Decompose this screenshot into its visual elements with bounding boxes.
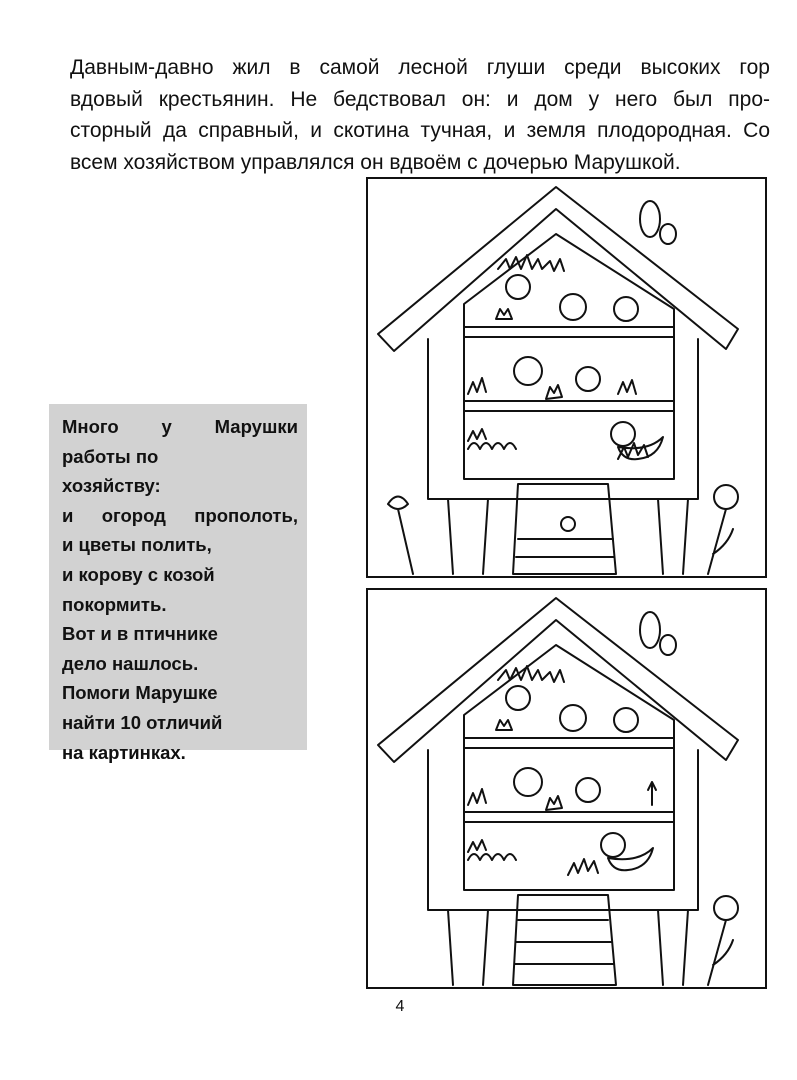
- chicken-house-illustration-top: [368, 179, 765, 576]
- intro-paragraph: [70, 52, 770, 178]
- chick: [576, 778, 600, 802]
- task-line: и цветы полить,: [62, 534, 212, 556]
- task-line: на картинках.: [62, 741, 186, 763]
- house-walls: [428, 339, 698, 499]
- eggshell: [496, 720, 512, 730]
- flower: [714, 896, 738, 920]
- shelf: [464, 738, 674, 748]
- task-line: Вот и в птичнике: [62, 623, 218, 645]
- eggshell: [496, 309, 512, 319]
- flower-stem: [708, 920, 733, 985]
- butterfly: [660, 224, 676, 244]
- snail: [561, 517, 575, 531]
- egg-row: [468, 854, 516, 860]
- butterfly: [640, 201, 660, 237]
- picture-frame-top: [366, 177, 767, 578]
- task-line: хозяйству:: [62, 475, 161, 497]
- grass: [468, 840, 598, 875]
- house-leg: [448, 499, 688, 574]
- grass: [498, 666, 564, 682]
- task-line: работы по: [62, 445, 159, 467]
- hen: [611, 422, 635, 446]
- task-line: и огород прополоть,: [62, 504, 298, 526]
- chick: [560, 294, 586, 320]
- shelf: [464, 327, 674, 337]
- flower-stem: [708, 509, 733, 574]
- task-line: покормить.: [62, 593, 167, 615]
- grass: [498, 255, 564, 271]
- task-line: Много у Марушки: [62, 416, 298, 437]
- chick: [560, 705, 586, 731]
- shelf: [464, 812, 674, 822]
- task-line: и корову с козой: [62, 563, 215, 585]
- flower: [714, 485, 738, 509]
- task-line: Помоги Марушке: [62, 682, 218, 704]
- chick: [576, 367, 600, 391]
- task-line: найти 10 отличий: [62, 711, 223, 733]
- hen: [601, 833, 625, 857]
- chick: [614, 708, 638, 732]
- hen-body: [618, 437, 663, 459]
- ramp-steps: [516, 539, 614, 557]
- butterfly: [660, 635, 676, 655]
- chick: [614, 297, 638, 321]
- house-leg: [448, 910, 688, 985]
- hen-body: [608, 848, 653, 870]
- chicken-house-illustration-bottom: [368, 590, 765, 987]
- ramp-steps: [515, 920, 614, 964]
- butterfly: [640, 612, 660, 648]
- chick: [506, 686, 530, 710]
- eggshell: [546, 796, 562, 810]
- intro-line: вдовый крестьянин. Не бедствовал он: и дом у него был про-: [70, 87, 770, 111]
- task-line: дело нашлось.: [62, 652, 199, 674]
- picture-frame-bottom: [366, 588, 767, 989]
- chick: [506, 275, 530, 299]
- intro-line: сторный да справный, и скотина тучная, и земля плодородная. Со: [70, 119, 770, 142]
- ramp: [513, 895, 616, 985]
- grass: [468, 789, 486, 805]
- page-number: 4: [395, 998, 405, 1015]
- shelf: [464, 401, 674, 411]
- intro-line: всем хозяйством управлялся он вдвоём с дочерью Марушкой.: [70, 150, 681, 174]
- house-walls: [428, 750, 698, 910]
- small-flower: [648, 782, 656, 805]
- intro-line: Давным-давно жил в самой лесной глуши среди высоких гор: [70, 56, 770, 79]
- chick: [514, 768, 542, 796]
- chick: [514, 357, 542, 385]
- tulip: [388, 497, 413, 575]
- eggshell: [546, 385, 562, 399]
- task-text: [62, 412, 298, 767]
- egg-row: [468, 443, 516, 449]
